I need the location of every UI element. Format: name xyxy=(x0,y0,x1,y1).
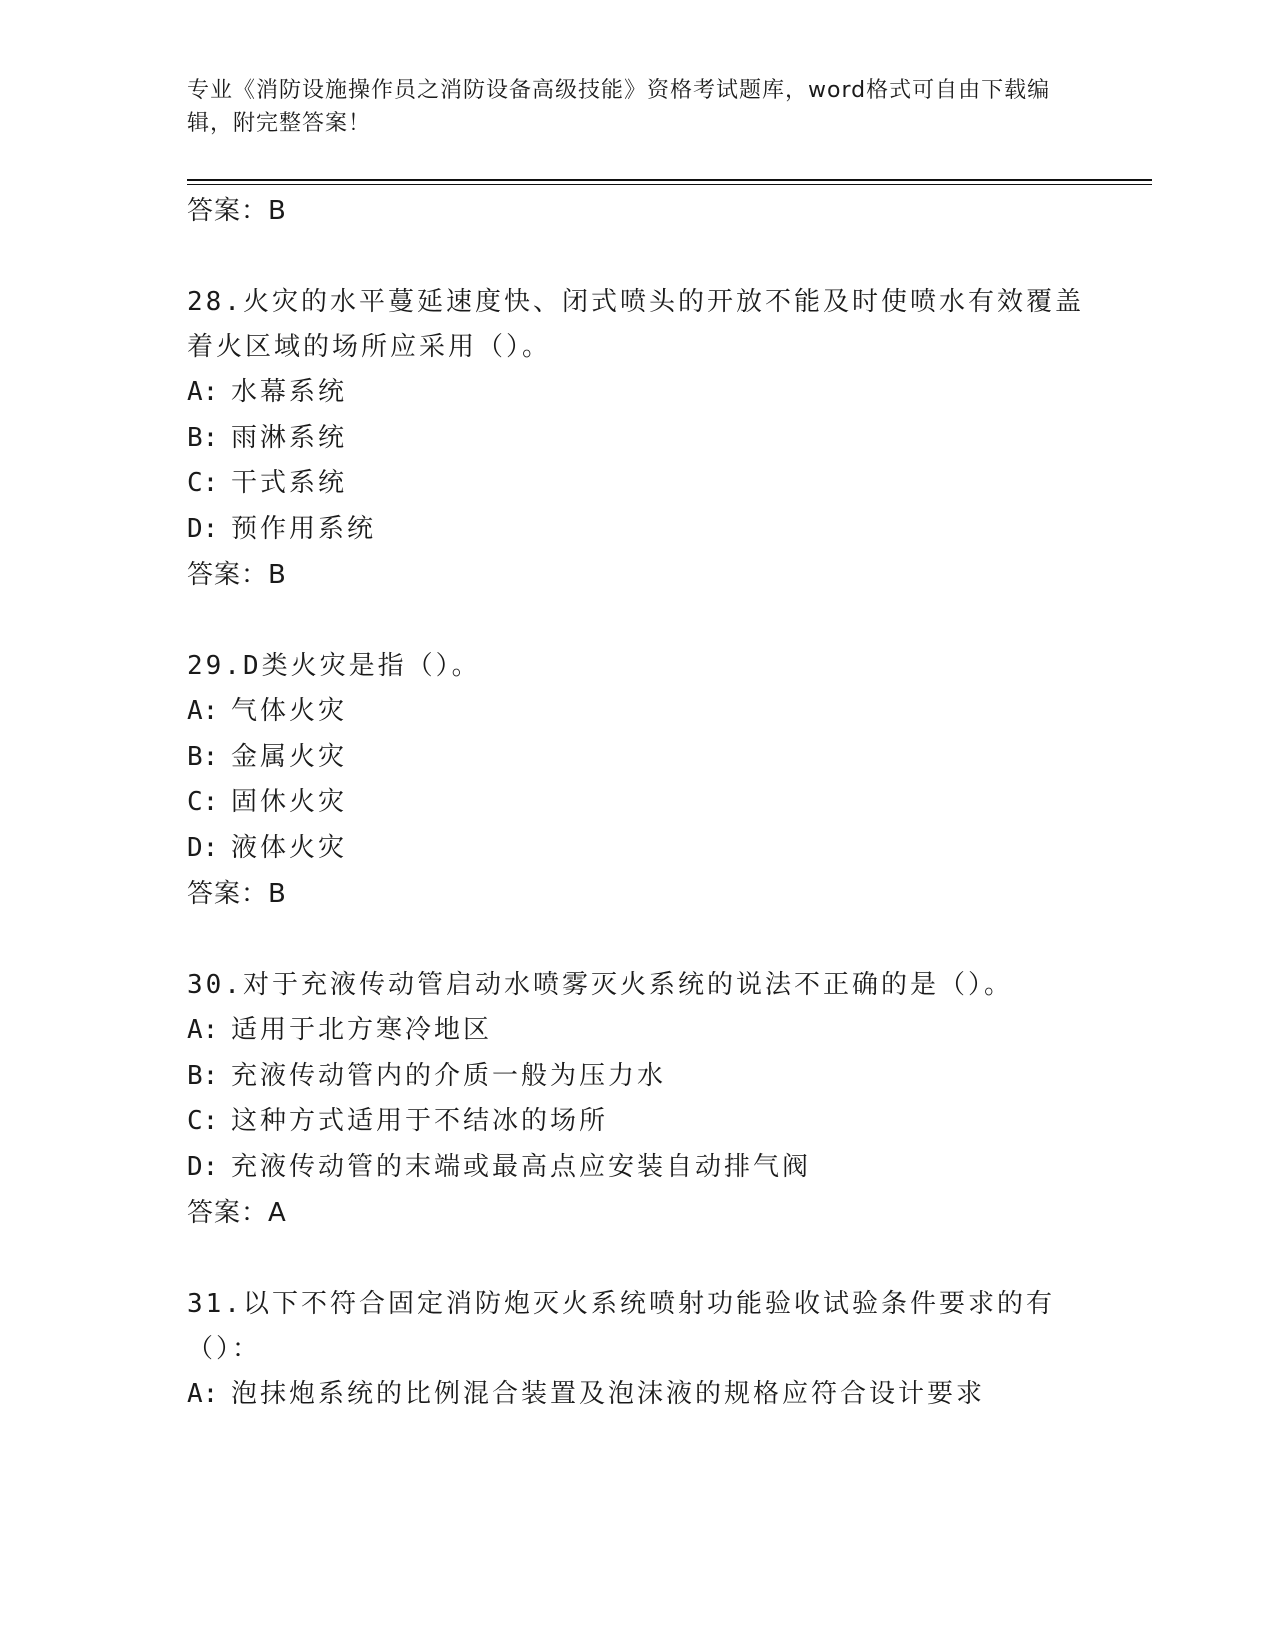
question-30 xyxy=(187,963,1087,1236)
option-text: 适用于北方寒冷地区 xyxy=(231,1015,493,1045)
option-key: D: xyxy=(187,513,219,544)
answer-line: 答案：B xyxy=(187,879,287,909)
option-text: 预作用系统 xyxy=(231,513,377,544)
document-body xyxy=(187,188,1087,1418)
option-d xyxy=(187,1145,1087,1191)
option-key: C: xyxy=(187,468,219,498)
option-text: 金属火灾 xyxy=(231,741,348,772)
option-text: 干式系统 xyxy=(231,468,348,498)
answer-line: 答案：A xyxy=(187,1198,287,1228)
option-text: 水幕系统 xyxy=(231,377,348,407)
option-c xyxy=(187,1099,1087,1145)
question-29 xyxy=(187,644,1087,917)
option-key: B: xyxy=(187,741,219,772)
question-31 xyxy=(187,1282,1087,1418)
option-key: D: xyxy=(187,832,219,863)
option-text: 这种方式适用于不结冰的场所 xyxy=(231,1106,609,1136)
option-a xyxy=(187,370,1087,416)
option-d xyxy=(187,507,1087,553)
option-d xyxy=(187,826,1087,872)
option-text: 泡抹炮系统的比例混合装置及泡沫液的规格应符合设计要求 xyxy=(231,1379,986,1409)
option-text: 气体火灾 xyxy=(231,696,348,726)
option-b xyxy=(187,416,1087,462)
option-key: B: xyxy=(187,422,219,453)
option-a xyxy=(187,1372,1087,1418)
option-key: C: xyxy=(187,787,219,817)
option-text: 雨淋系统 xyxy=(231,422,348,453)
option-key: A: xyxy=(187,377,219,407)
option-b xyxy=(187,735,1087,781)
option-key: B: xyxy=(187,1060,219,1091)
spacer xyxy=(187,1236,1087,1282)
spacer xyxy=(187,234,1087,280)
option-c xyxy=(187,461,1087,507)
answer-line: 答案：B xyxy=(187,560,287,590)
option-key: D: xyxy=(187,1151,219,1182)
option-c xyxy=(187,780,1087,826)
header-divider-thin xyxy=(187,184,1152,185)
question-28 xyxy=(187,280,1087,598)
header-divider xyxy=(187,179,1152,181)
header-text: 专业《消防设施操作员之消防设备高级技能》资格考试题库，word格式可自由下载编辑，附完整答案！ xyxy=(187,78,1051,136)
option-key: C: xyxy=(187,1106,219,1136)
question-stem: 31.以下不符合固定消防炮灭火系统喷射功能验收试验条件要求的有（）： xyxy=(187,1289,1055,1364)
option-a xyxy=(187,689,1087,735)
option-key: A: xyxy=(187,1379,219,1409)
option-text: 充液传动管内的介质一般为压力水 xyxy=(231,1060,667,1091)
question-stem: 29.D类火灾是指（）。 xyxy=(187,651,481,681)
option-key: A: xyxy=(187,1015,219,1045)
option-text: 液体火灾 xyxy=(231,832,348,863)
option-key: A: xyxy=(187,696,219,726)
question-stem: 30.对于充液传动管启动水喷雾灭火系统的说法不正确的是（）。 xyxy=(187,970,1013,1000)
question-stem: 28.火灾的水平蔓延速度快、闭式喷头的开放不能及时使喷水有效覆盖着火区域的场所应采用（）。 xyxy=(187,287,1084,362)
document-header xyxy=(187,74,1087,140)
spacer xyxy=(187,598,1087,644)
answer-line: 答案：B xyxy=(187,196,287,226)
option-text: 充液传动管的末端或最高点应安装自动排气阀 xyxy=(231,1151,812,1182)
spacer xyxy=(187,917,1087,963)
option-b xyxy=(187,1054,1087,1100)
option-text: 固休火灾 xyxy=(231,787,348,817)
option-a xyxy=(187,1008,1087,1054)
